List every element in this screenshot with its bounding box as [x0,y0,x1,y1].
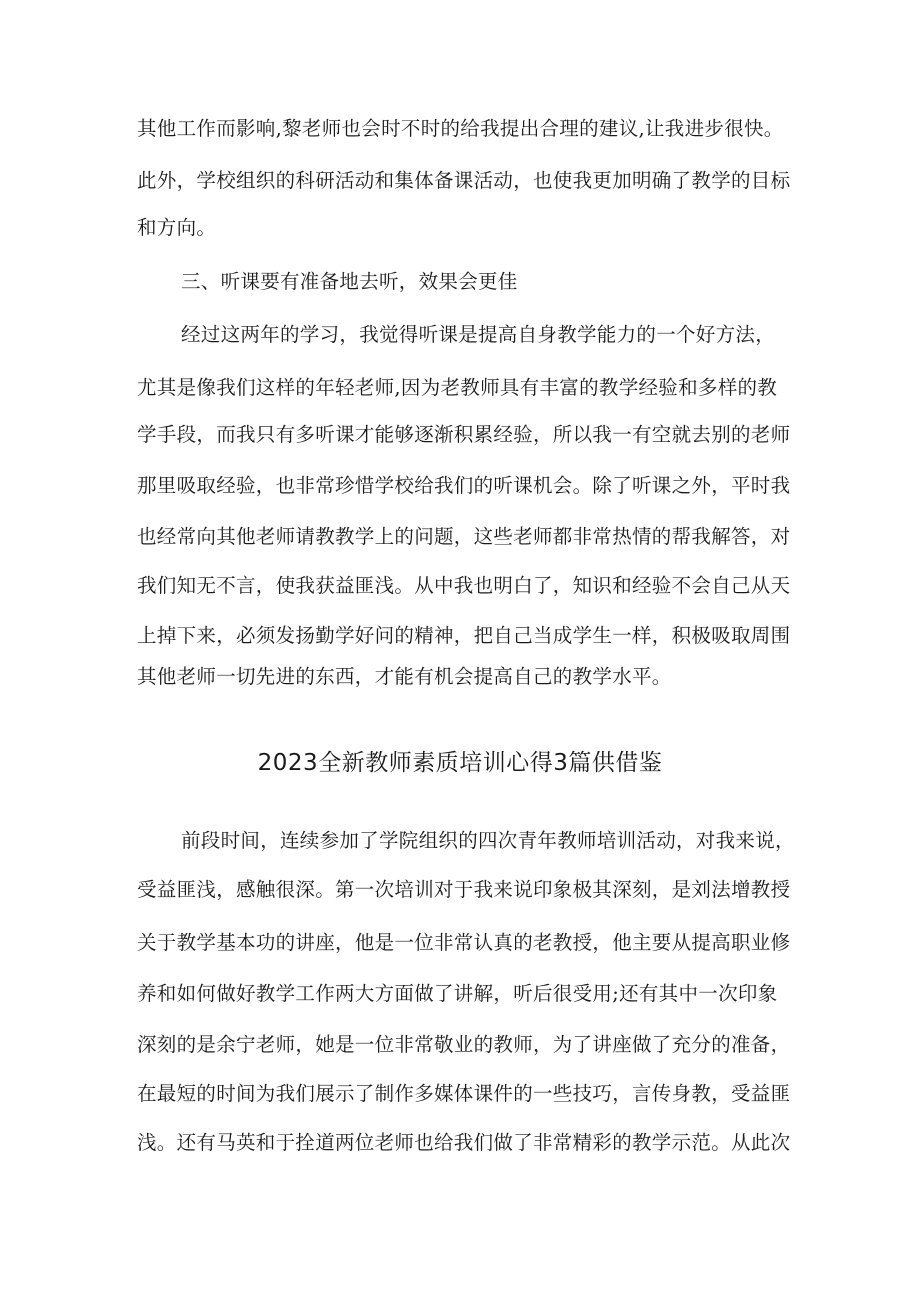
paragraph-line: 深刻的是余宁老师，她是一位非常敬业的教师，为了讲座做了充分的准备， [137,1033,791,1056]
paragraph-line: 其他老师一切先进的东西，才能有机会提高自己的教学水平。 [137,665,672,688]
paragraph-line: 在最短的时间为我们展示了制作多媒体课件的一些技巧，言传身教，受益匪 [137,1082,791,1105]
paragraph-line: 上掉下来，必须发扬勤学好问的精神，把自己当成学生一样，积极吸取周围 [137,624,791,647]
paragraph-line: 那里吸取经验，也非常珍惜学校给我们的听课机会。除了听课之外，平时我 [137,474,791,497]
paragraph-line: 受益匪浅，感触很深。第一次培训对于我来说印象极其深刻，是刘法增教授 [137,878,791,901]
paragraph-line: 此外，学校组织的科研活动和集体备课活动，也使我更加明确了教学的目标 [137,169,791,192]
paragraph-line: 养和如何做好教学工作两大方面做了讲解，听后很受用;还有其中一次印象 [137,982,778,1005]
paragraph-line: 和方向。 [137,216,217,239]
paragraph-line: 前段时间，连续参加了学院组织的四次青年教师培训活动，对我来说， [181,829,795,852]
section-heading: 三、听课要有准备地去听，效果会更佳 [181,270,518,293]
paragraph-line: 关于教学基本功的讲座，他是一位非常认真的老教授，他主要从提高职业修 [137,931,791,954]
paragraph-line: 尤其是像我们这样的年轻老师,因为老教师具有丰富的教学经验和多样的教 [137,376,778,399]
article-title: 2023全新教师素质培训心得3篇供借鉴 [257,750,663,776]
paragraph-line: 经过这两年的学习，我觉得听课是提高自身教学能力的一个好方法， [181,323,776,346]
paragraph-line: 其他工作而影响,黎老师也会时不时的给我提出合理的建议,让我进步很快。 [137,117,784,140]
paragraph-line: 也经常向其他老师请教教学上的问题，这些老师都非常热情的帮我解答，对 [137,525,791,548]
paragraph-line: 我们知无不言，使我获益匪浅。从中我也明白了，知识和经验不会自己从天 [137,574,791,597]
paragraph-line: 学手段，而我只有多听课才能够逐渐积累经验，所以我一有空就去别的老师 [137,423,791,446]
paragraph-line: 浅。还有马英和于拴道两位老师也给我们做了非常精彩的教学示范。从此次 [137,1131,791,1154]
